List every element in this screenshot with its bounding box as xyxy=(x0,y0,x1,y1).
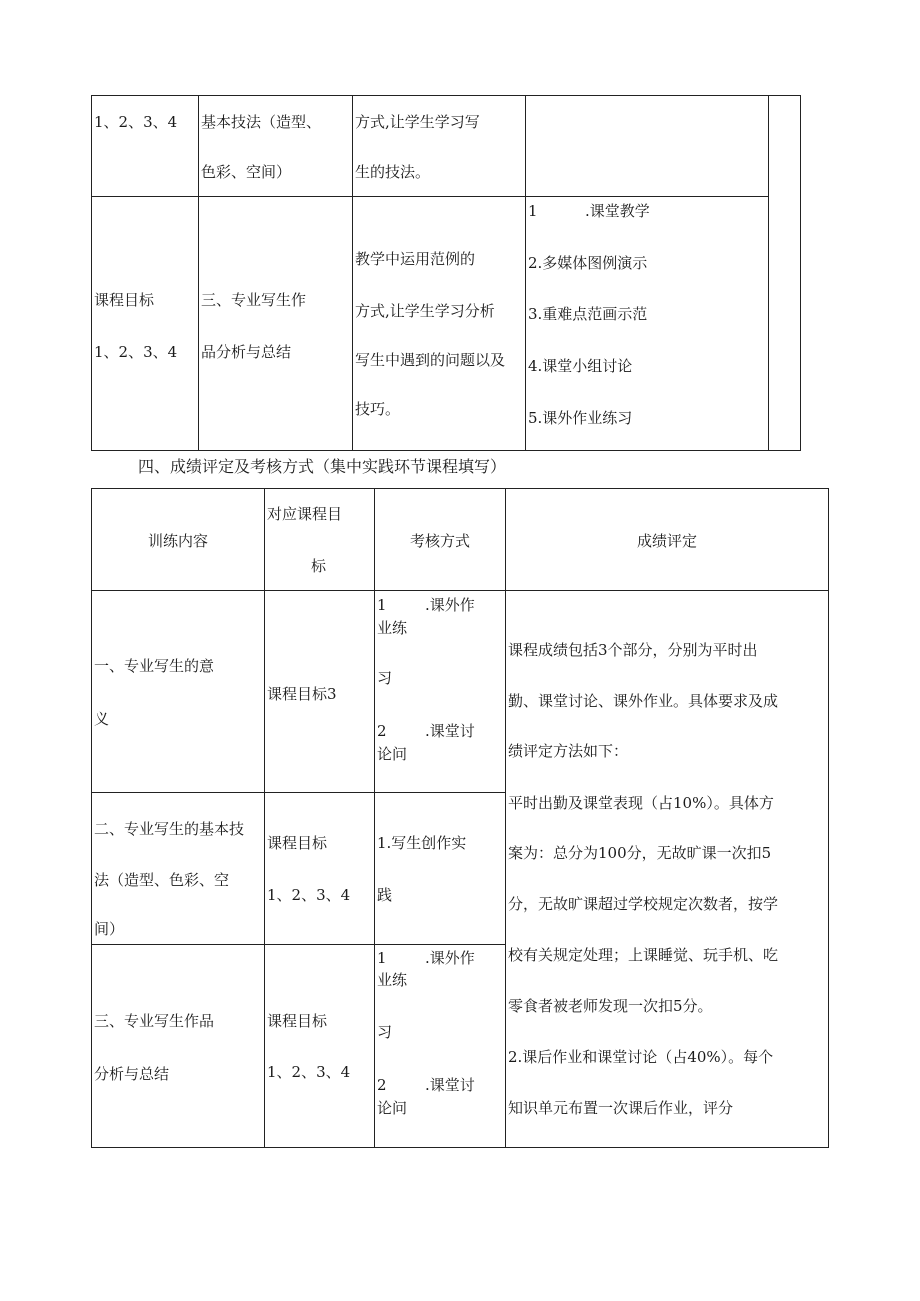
table1-row2-form-1: .课堂教学 xyxy=(585,202,650,220)
table1-row1-content-line2: 色彩、空间） xyxy=(201,163,292,181)
row2-content-line2: 法（造型、色彩、空 xyxy=(94,871,230,889)
row3-content-line2: 分析与总结 xyxy=(94,1065,170,1083)
table1-row2-form-4: 4.课堂小组讨论 xyxy=(528,357,633,375)
table2-col-divider-1 xyxy=(264,488,265,1148)
row3-method2-number: 2 xyxy=(377,1076,387,1094)
grading-line-6: 分，无故旷课超过学校规定次数者，按学 xyxy=(508,895,779,913)
table1-row2-method-line1: 教学中运用范例的 xyxy=(355,250,476,268)
row1-method2-b: 论问 xyxy=(377,745,408,763)
table1-row2-form-2: 2.多媒体图例演示 xyxy=(528,254,648,272)
table2-border-left xyxy=(91,488,92,1148)
row3-method1-number: 1 xyxy=(377,949,387,967)
table2-row2-divider xyxy=(91,944,505,945)
table1-row2-method-line4: 技巧。 xyxy=(355,400,401,418)
table1-row2-goal-line1: 课程目标 xyxy=(94,291,155,309)
table1-row1-goal: 1、2、3、4 xyxy=(94,113,178,131)
row2-goal-line1: 课程目标 xyxy=(267,834,328,852)
table1-row2-form-1-number: 1 xyxy=(528,202,538,220)
table1-row1-method-line1: 方式,让学生学习写 xyxy=(355,113,480,131)
grading-line-2: 勤、课堂讨论、课外作业。具体要求及成 xyxy=(508,692,779,710)
table1-row2-content-line1: 三、专业写生作 xyxy=(201,291,307,309)
table1-row2-form-5: 5.课外作业练习 xyxy=(528,409,633,427)
row3-method2-b: 论问 xyxy=(377,1099,408,1117)
table2-header-divider xyxy=(91,590,829,591)
header-grade-evaluation: 成绩评定 xyxy=(636,532,697,550)
row1-content-line1: 一、专业写生的意 xyxy=(94,657,215,675)
row1-goal: 课程目标3 xyxy=(267,685,337,703)
row2-method-line2: 践 xyxy=(377,886,393,904)
table2-col-divider-3 xyxy=(505,488,506,1148)
table1-row2-method-line2: 方式,让学生学习分析 xyxy=(355,302,495,320)
table1-row2-goal-line2: 1、2、3、4 xyxy=(94,343,178,361)
header-course-goal-line2: 标 xyxy=(311,557,327,575)
table2-col-divider-2 xyxy=(374,488,375,1148)
grading-line-7: 校有关规定处理；上课睡觉、玩手机、吃 xyxy=(508,946,779,964)
table1-row1-content-line1: 基本技法（造型、 xyxy=(201,113,322,131)
grading-line-5: 案为：总分为100分，无故旷课一次扣5 xyxy=(508,844,772,862)
grading-line-4: 平时出勤及课堂表现（占10%）。具体方 xyxy=(508,794,774,812)
grading-line-3: 绩评定方法如下： xyxy=(508,742,629,760)
row1-method1-a: .课外作 xyxy=(425,596,475,614)
table2-border-bottom xyxy=(91,1147,829,1148)
table1-row2-form-3: 3.重难点范画示范 xyxy=(528,305,648,323)
row1-method1-c: 习 xyxy=(377,669,393,687)
table2-row1-divider xyxy=(91,792,505,793)
row3-goal-line2: 1、2、3、4 xyxy=(267,1063,351,1081)
row2-method-line1: 1.写生创作实 xyxy=(377,834,467,852)
row1-method2-number: 2 xyxy=(377,722,387,740)
table2-border-top xyxy=(91,488,829,489)
table2-border-right xyxy=(828,488,829,1148)
row3-method2-a: .课堂讨 xyxy=(425,1076,475,1094)
header-course-goal-line1: 对应课程目 xyxy=(267,505,343,523)
grading-line-10: 知识单元布置一次课后作业，评分 xyxy=(508,1099,734,1117)
row1-method1-b: 业练 xyxy=(377,619,408,637)
row2-content-line3: 间） xyxy=(94,920,125,938)
grading-line-9: 2.课后作业和课堂讨论（占40%）。每个 xyxy=(508,1048,774,1066)
section-heading: 四、成绩评定及考核方式（集中实践环节课程填写） xyxy=(138,457,507,476)
table1-row2-content-line2: 品分析与总结 xyxy=(201,343,292,361)
row1-content-line2: 义 xyxy=(94,710,110,728)
row3-method1-b: 业练 xyxy=(377,971,408,989)
row1-method2-a: .课堂讨 xyxy=(425,722,475,740)
row3-method1-c: 习 xyxy=(377,1023,393,1041)
header-assessment-method: 考核方式 xyxy=(409,532,470,550)
table1-row1-method-line2: 生的技法。 xyxy=(355,163,431,181)
row2-content-line1: 二、专业写生的基本技 xyxy=(94,820,245,838)
header-training-content: 训练内容 xyxy=(147,532,208,550)
grading-line-8: 零食者被老师发现一次扣5分。 xyxy=(508,997,713,1015)
table1-row2-method-line3: 写生中遇到的问题以及 xyxy=(355,351,506,369)
row3-content-line1: 三、专业写生作品 xyxy=(94,1012,215,1030)
row2-goal-line2: 1、2、3、4 xyxy=(267,886,351,904)
row1-method1-number: 1 xyxy=(377,596,387,614)
grading-line-1: 课程成绩包括3个部分，分别为平时出 xyxy=(508,641,758,659)
row3-goal-line1: 课程目标 xyxy=(267,1012,328,1030)
row3-method1-a: .课外作 xyxy=(425,949,475,967)
